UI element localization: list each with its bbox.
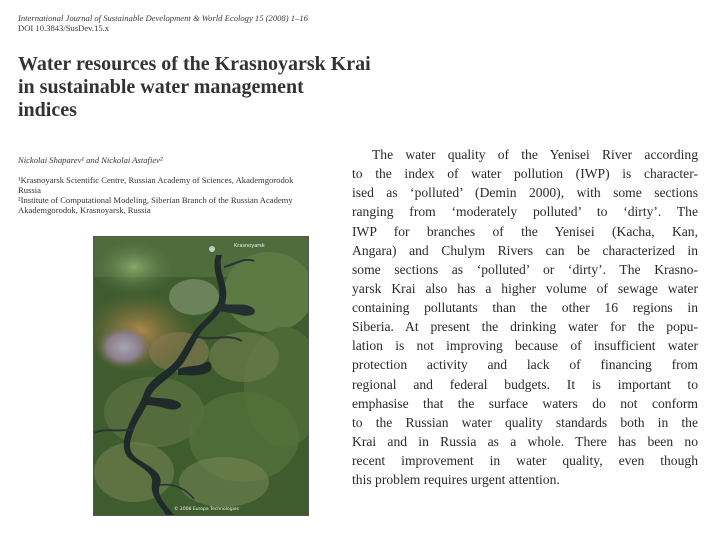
doi-line: DOI 10.3843/SusDev.15.x xyxy=(18,23,110,33)
author-line: Nickolai Shaparev¹ and Nickolai Astafiev² xyxy=(18,155,163,165)
title-line: in sustainable water management xyxy=(18,76,304,98)
body-line: recent improvement in water quality, even though xyxy=(352,453,698,468)
body-line: The water quality of the Yenisei River according xyxy=(372,147,698,162)
body-line: IWP for branches of the Yenisei (Kacha, Kan, xyxy=(352,223,698,239)
body-line: to the Russian water quality standards both in the xyxy=(352,414,698,430)
body-line: Krai and in Russia as a whole. There has been no xyxy=(352,433,698,449)
title-line: Water resources of the Krasnoyarsk Krai xyxy=(18,53,371,75)
body-line: this problem requires urgent attention. xyxy=(352,472,560,488)
satellite-map-image xyxy=(94,237,308,515)
affiliation-line: Akademgorodok, Krasnoyarsk, Russia xyxy=(18,205,151,216)
article-title xyxy=(18,53,438,122)
body-line: to the index of water pollution (IWP) is character- xyxy=(352,166,698,182)
body-line: Siberia. At present the drinking water for the popu- xyxy=(352,319,698,335)
body-line: containing pollutants than the other 16 regions in xyxy=(352,300,698,315)
body-line: Angara) and Chulym Rivers can be characterized in xyxy=(352,242,698,258)
map-place-label: Krasnoyarsk xyxy=(234,243,265,249)
title-line: indices xyxy=(18,99,77,121)
map-credit: © 2008 Europa Technologies xyxy=(174,507,239,512)
body-paragraph xyxy=(352,145,698,489)
affiliation-1 xyxy=(18,175,293,196)
body-line: ised as ‘polluted’ (Demin 2000), with some sections xyxy=(352,185,698,201)
affiliation-line: Russia xyxy=(18,185,41,196)
body-line: regional and federal budgets. It is important to xyxy=(352,376,698,392)
affiliation-line: ²Institute of Computational Modeling, Siberian Branch of the Russian Academy xyxy=(18,195,293,205)
body-line: yarsk Krai also has a higher volume of sewage water xyxy=(352,280,698,296)
journal-citation: International Journal of Sustainable Development & World Ecology 15 (2008) 1–16 xyxy=(18,13,308,23)
satellite-map-figure xyxy=(93,236,309,516)
affiliation-line: ¹Krasnoyarsk Scientific Centre, Russian Academy of Sciences, Akademgorodok xyxy=(18,175,294,185)
body-line: some sections as ‘polluted’ or ‘dirty’. The Krasno- xyxy=(352,261,698,277)
body-line: lation is not improving because of insufficient water xyxy=(352,338,698,354)
body-line: protection activity and lack of financing from xyxy=(352,357,698,373)
body-line: emphasise that the surface waters do not conform xyxy=(352,395,698,411)
affiliation-2 xyxy=(18,195,293,216)
body-line: ranging from ‘moderately polluted’ to ‘dirty’. The xyxy=(352,204,698,220)
